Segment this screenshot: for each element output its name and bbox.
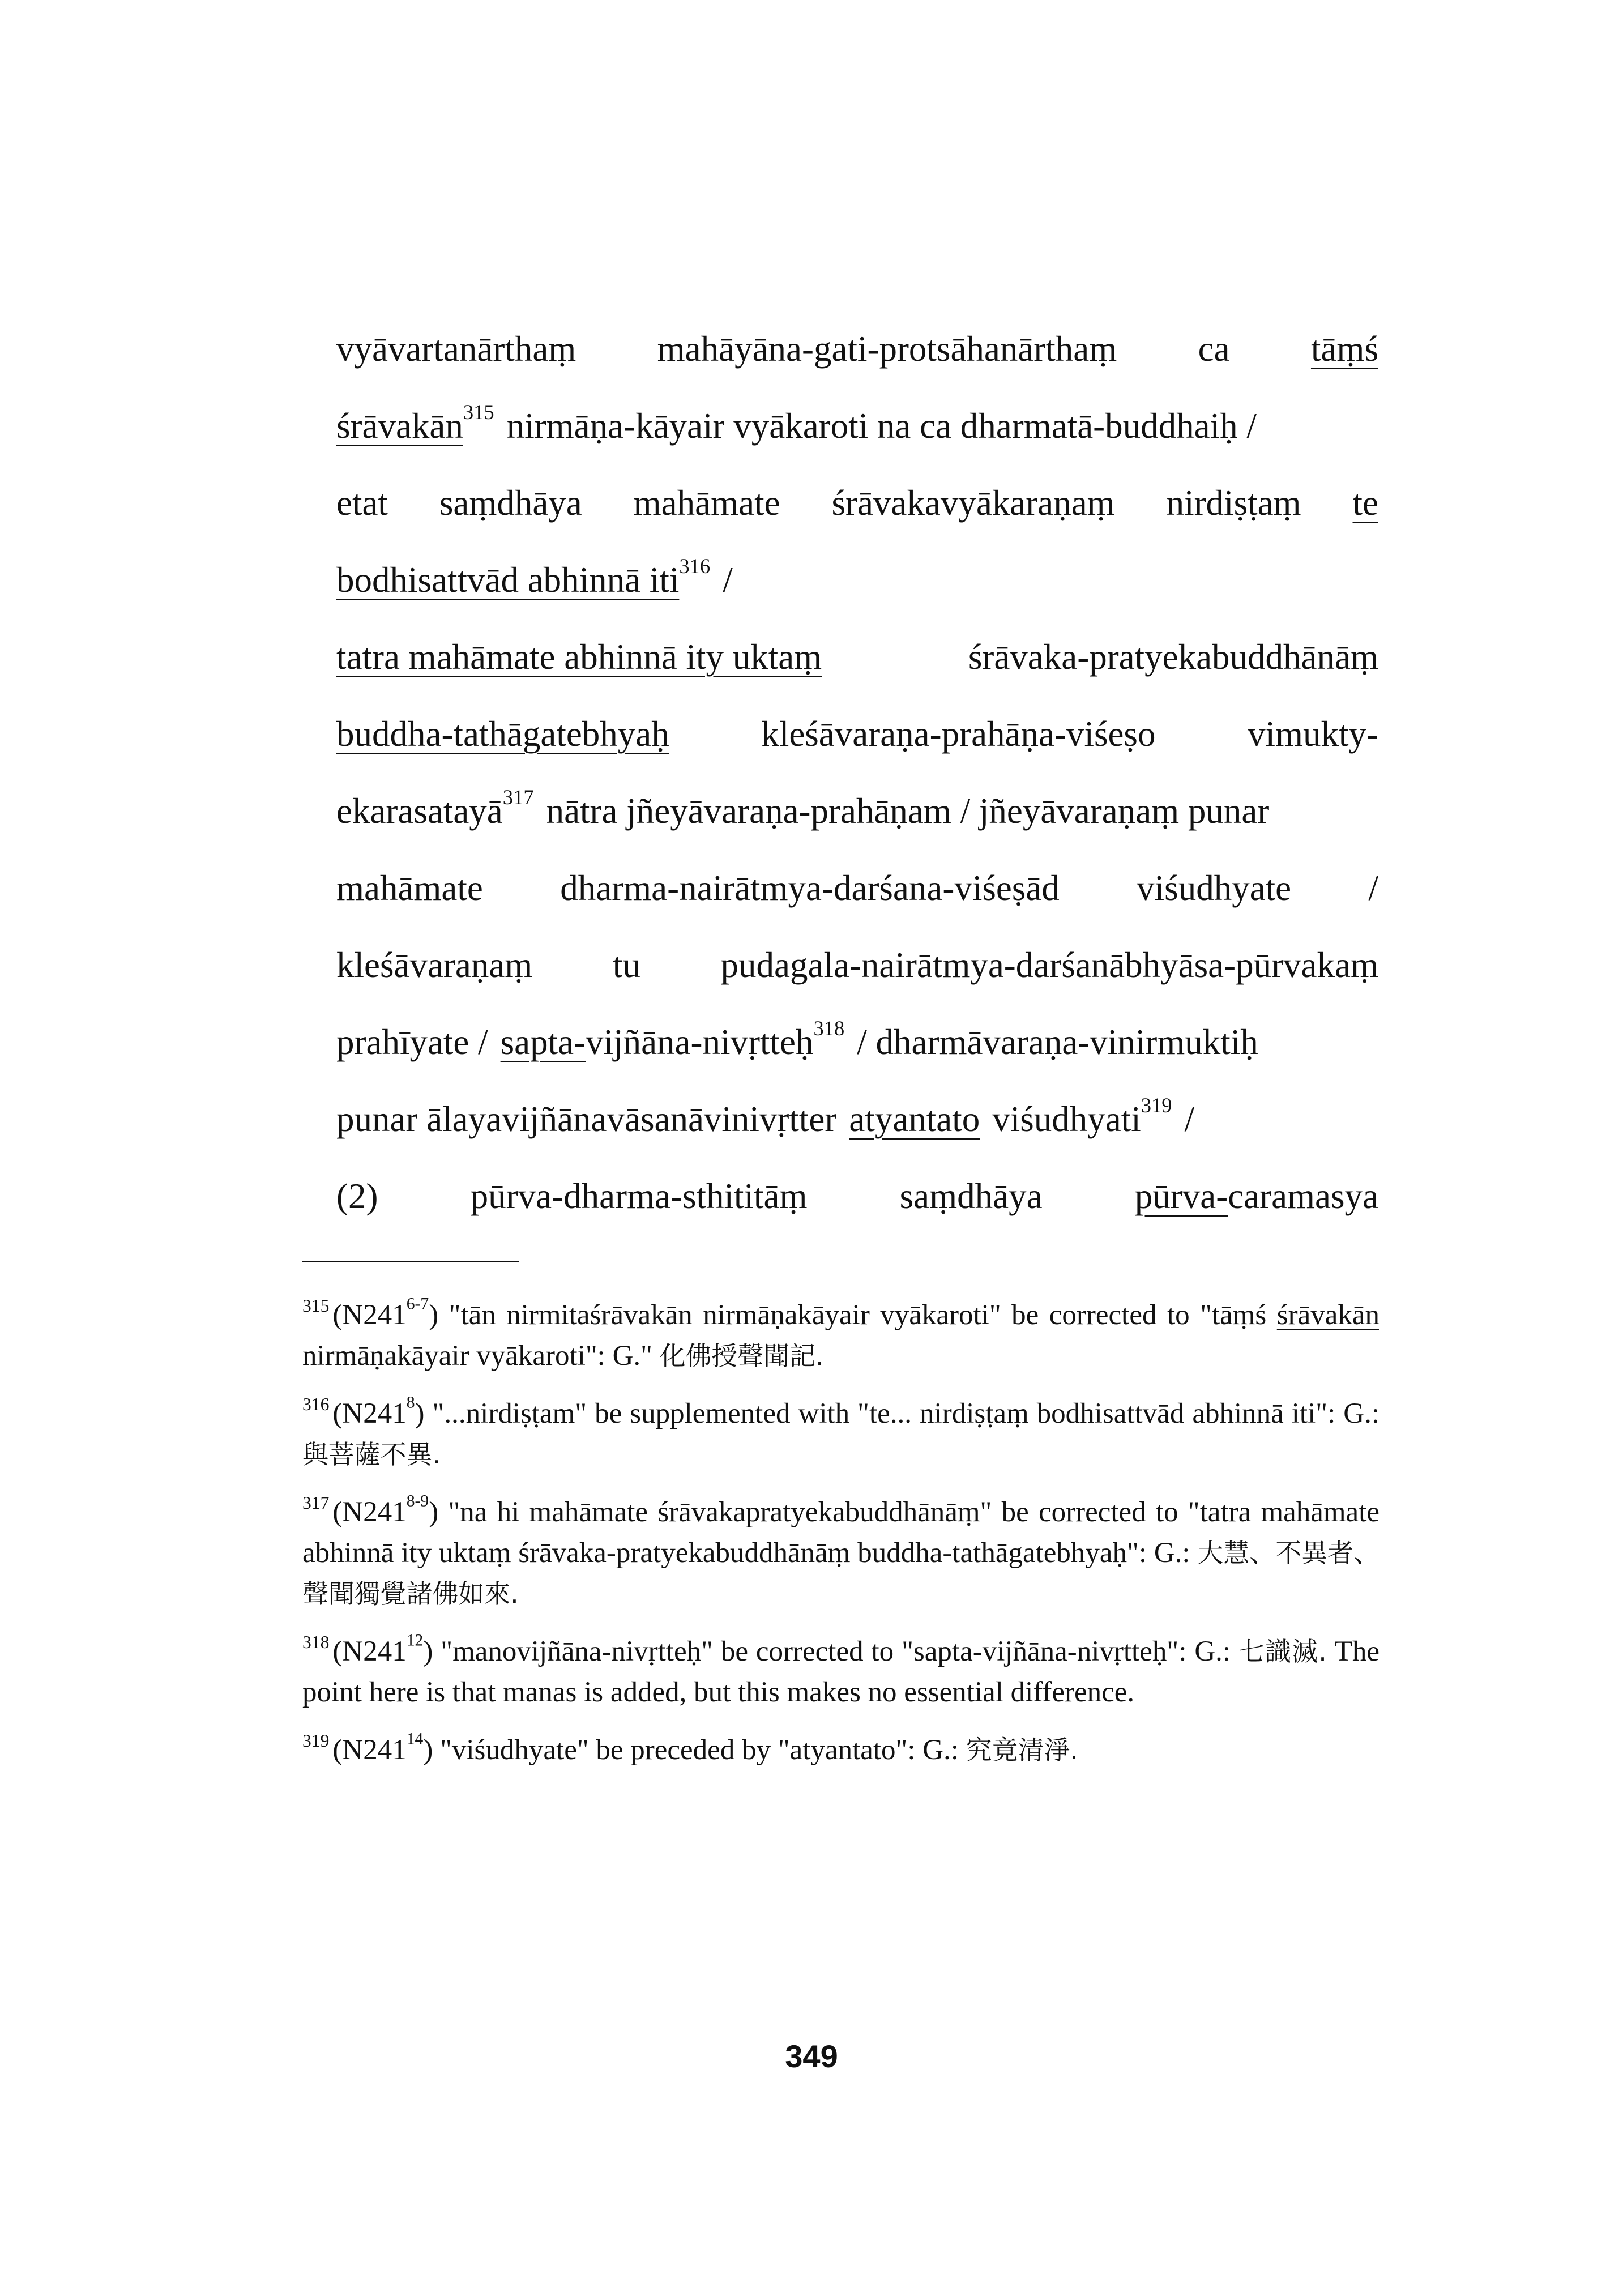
footnote-text: The point here is that manas is added, but this makes no essential difference. xyxy=(302,1636,1380,1708)
text-line-2 xyxy=(336,387,1378,464)
footnote-chinese: 化佛授聲聞記. xyxy=(659,1341,824,1371)
footnote-ref-close: ) xyxy=(429,1496,439,1528)
footnote-number: 317 xyxy=(302,1492,330,1513)
word: pudagala-nairātmya-darśanābhyāsa-pūrvakaṃ xyxy=(720,945,1378,985)
footnote-text: "manovijñāna-nivṛtteḥ" be corrected to "sapta-vijñāna-nivṛtteḥ": G.: xyxy=(441,1636,1231,1667)
word: saṃdhāya xyxy=(899,1176,1043,1216)
footnote-number: 315 xyxy=(302,1295,330,1316)
underlined-word: buddha-tathāgatebhyaḥ xyxy=(336,714,669,754)
page-number: 349 xyxy=(785,2038,838,2074)
footnote-ref: (N241 xyxy=(332,1636,407,1667)
underlined-phrase: bodhisattvād abhinnā iti xyxy=(336,560,680,600)
underlined-phrase: tatra mahāmate abhinnā ity uktaṃ xyxy=(336,637,822,677)
text-line-11 xyxy=(336,1081,1378,1158)
text-run: / xyxy=(1184,1099,1195,1139)
footnote-text: "...nirdiṣṭam" be supplemented with "te... nirdiṣṭaṃ bodhisattvād abhinnā iti": G.: xyxy=(432,1398,1380,1429)
text-line-6 xyxy=(336,695,1378,773)
word: dharma-nairātmya-darśana-viśeṣād xyxy=(560,868,1060,908)
footnote-text: "viśudhyate" be preceded by "atyantato": G.: xyxy=(440,1734,959,1766)
word: śrāvakavyākaraṇaṃ xyxy=(831,483,1115,523)
text-run: / dharmāvaraṇa-vinirmuktiḥ xyxy=(857,1022,1258,1062)
text-run: nirmāṇa-kāyair vyākaroti na ca dharmatā-buddhaiḥ / xyxy=(506,406,1257,446)
word: saṃdhāya xyxy=(439,483,582,523)
word: śrāvaka-pratyekabuddhānāṃ xyxy=(968,637,1378,677)
underlined-word: sapta- xyxy=(500,1022,586,1062)
footnote-chinese: 究竟清淨. xyxy=(966,1735,1078,1765)
footnote-number: 319 xyxy=(302,1730,330,1751)
footnote-marker-317[interactable]: 317 xyxy=(502,786,534,809)
text-line-12 xyxy=(336,1158,1378,1235)
text-line-3 xyxy=(336,464,1378,541)
footnote-marker-315[interactable]: 315 xyxy=(463,400,494,424)
word: / xyxy=(1368,868,1378,908)
text-line-1 xyxy=(336,310,1378,387)
footnote-number: 318 xyxy=(302,1632,330,1652)
word: mahāmate xyxy=(633,483,780,523)
footnotes xyxy=(302,1295,1379,1787)
footnote-underlined: śrāvakān xyxy=(1276,1299,1379,1331)
main-text xyxy=(336,310,1378,1235)
text-run: nātra jñeyāvaraṇa-prahāṇam / jñeyāvaraṇaṃ punar xyxy=(546,791,1270,831)
footnote-chinese: 大慧、不異者、聲聞獨覺諸佛如來. xyxy=(302,1538,1380,1609)
underlined-word: śrāvakān xyxy=(336,406,463,446)
text-line-8 xyxy=(336,850,1378,927)
word: pūrva-dharma-sthititāṃ xyxy=(470,1176,808,1216)
footnote-marker-316[interactable]: 316 xyxy=(679,554,711,578)
footnote-chinese: 與菩薩不異. xyxy=(302,1439,441,1470)
footnote-ref-lines: 6-7 xyxy=(406,1295,429,1313)
footnote-text: "tān nirmitaśrāvakān nirmāṇakāyair vyākaroti" be corrected to "tāṃś xyxy=(449,1299,1267,1331)
footnote-ref: (N241 xyxy=(332,1398,407,1429)
footnote-text: "na hi mahāmate śrāvakapratyekabuddhānāṃ" be corrected to "tatra mahāmate abhinnā ity uktaṃ śrāvaka-pratyekabuddhānāṃ buddha-tathāgatebhyaḥ": G.: xyxy=(302,1496,1380,1569)
word: prahīyate / xyxy=(336,1022,488,1062)
word: caramasya xyxy=(1228,1176,1378,1216)
word: etat xyxy=(336,483,388,523)
footnote-316 xyxy=(302,1393,1379,1475)
word: vyāvartanārthaṃ xyxy=(336,329,576,369)
footnote-ref: (N241 xyxy=(332,1299,407,1331)
text-line-9 xyxy=(336,927,1378,1004)
word: nirdiṣṭaṃ xyxy=(1166,483,1301,523)
footnote-ref-lines: 12 xyxy=(406,1631,424,1650)
footnote-318 xyxy=(302,1631,1379,1713)
word: ca xyxy=(1198,329,1230,369)
underlined-word: atyantato xyxy=(849,1099,980,1139)
footnote-319 xyxy=(302,1730,1379,1770)
footnote-ref-close: ) xyxy=(423,1734,433,1766)
footnote-ref-lines: 14 xyxy=(406,1730,424,1748)
footnote-ref: (N241 xyxy=(332,1496,407,1528)
footnote-marker-318[interactable]: 318 xyxy=(813,1017,845,1040)
footnote-separator xyxy=(302,1261,519,1262)
text-line-7 xyxy=(336,773,1378,850)
underlined-word: tāṃś xyxy=(1310,329,1378,369)
word: ekarasatayā xyxy=(336,791,503,831)
footnote-ref-close: ) xyxy=(423,1636,433,1667)
word: punar ālayavijñānavāsanāvinivṛtter xyxy=(336,1099,837,1139)
footnote-ref-lines: 8-9 xyxy=(406,1492,429,1510)
footnote-marker-319[interactable]: 319 xyxy=(1141,1094,1172,1117)
word: mahāmate xyxy=(336,868,483,908)
text-line-5 xyxy=(336,618,1378,695)
footnote-text: nirmāṇakāyair vyākaroti": G." xyxy=(302,1340,653,1372)
footnote-317 xyxy=(302,1492,1379,1614)
footnote-chinese: 七識滅. xyxy=(1238,1636,1327,1667)
word: mahāyāna-gati-protsāhanārthaṃ xyxy=(657,329,1117,369)
underlined-word: pūrva- xyxy=(1134,1176,1228,1216)
footnote-315 xyxy=(302,1295,1379,1376)
footnote-ref-close: ) xyxy=(429,1299,439,1331)
footnote-ref-lines: 8 xyxy=(406,1393,415,1412)
word: kleśāvaraṇaṃ xyxy=(336,945,533,985)
section-number: (2) xyxy=(336,1176,378,1216)
word: kleśāvaraṇa-prahāṇa-viśeṣo xyxy=(761,714,1156,754)
word: vijñāna-nivṛtteḥ xyxy=(586,1022,814,1062)
word: vimukty- xyxy=(1248,714,1378,754)
underlined-word: te xyxy=(1352,483,1378,523)
text-line-4 xyxy=(336,541,1378,618)
footnote-ref: (N241 xyxy=(332,1734,407,1766)
word: viśudhyati xyxy=(992,1099,1141,1139)
word: viśudhyate xyxy=(1137,868,1292,908)
footnote-ref-close: ) xyxy=(415,1398,425,1429)
footnote-number: 316 xyxy=(302,1394,330,1414)
word: tu xyxy=(612,945,640,985)
text-run: / xyxy=(723,560,733,600)
text-line-10 xyxy=(336,1004,1378,1081)
